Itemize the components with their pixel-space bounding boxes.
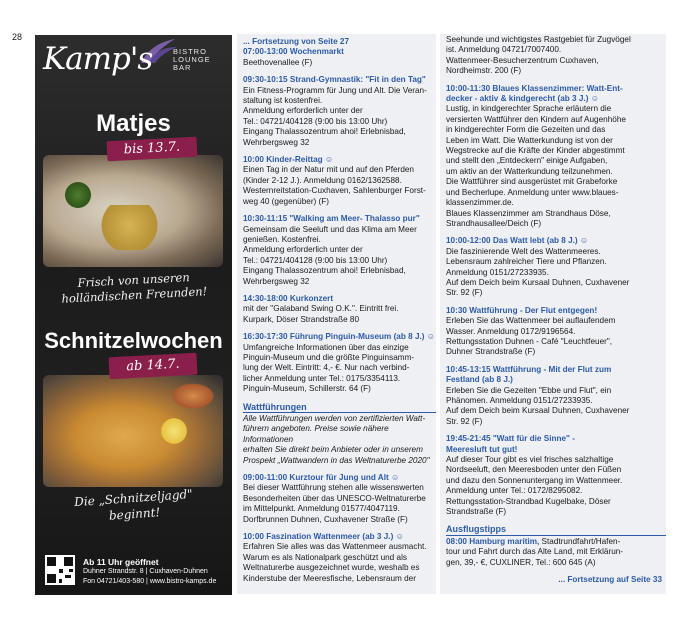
schnitzel-dish-photo [43, 375, 223, 487]
event-entry: 14:30-18:00 Kurkonzert mit der "Galaband Swing O.K.". Eintritt frei. Kurpark, Döser Strandstraße 80 [243, 293, 399, 324]
section-title-wattfuehrungen: Wattführungen [243, 402, 436, 413]
continued-from: ... Fortsetzung von Seite 27 [243, 37, 350, 46]
section-intro: Alle Wattführungen werden von zertifizierten Watt- führern angeboten. Preise sowie nähere Informationen erhalten Sie direkt beim Anbieter oder in unserem Prospekt „Wattwandern in das Weltnaturerbe 2020" [243, 414, 430, 465]
event-entry: 10:00-11:30 Blaues Klassenzimmer: Watt-Ent- decker - aktiv & kindgerecht (ab 3 J.) ☺ Lustig, in kindgerechter Sprache erläutern die versierten Wattführer den Kindern auf Augenhöhe in kindgerechter Form die Gezeiten und das Leben im Watt. Die Watterkundung ist von der Wegstrecke auf die Kräfte der Kinder abgestimmt und stellt den „Entdeckern" einige Aufgaben, um aktiv an der Watterkundung teilzunehmen. Die Wattführer sind ausgerüstet mit Grabeforke und Becherlupe. Anmeldung unter www.blaues- klassenzimmer.de. Blaues Klassenzimmer am Strandhaus Döse, Strandhausallee/Deich (F) [446, 83, 626, 228]
continued-on: ... Fortsetzung auf Seite 33 [558, 575, 662, 585]
section-title-ausflugstipps: Ausflugstipps [446, 524, 666, 535]
restaurant-advertisement [35, 35, 232, 595]
events-column-right [440, 34, 666, 594]
event-entry: 10:45-13:15 Wattführung - Mit der Flut zum Festland (ab 8 J.) Erleben Sie die Gezeiten "Ebbe und Flut", ein Phänomen. Anmeldung 0151/27233935. Auf dem Deich beim Kursaal Duhnen, Cuxhavener Str. 92 (F) [446, 364, 630, 426]
matjes-dish-photo [43, 155, 223, 267]
event-entry: 07:00-13:00 Wochenmarkt Beethovenallee (F) [243, 47, 344, 67]
event-continuation: Seehunde und wichtigstes Rastgebiet für Zugvögel ist. Anmeldung 04721/7007400. Wattenmeer-Besucherzentrum Cuxhaven, Nordheimstr. 200 (F) [446, 35, 631, 76]
qr-code-icon [45, 555, 75, 585]
trip-tip: 08:00 Hamburg maritim, Stadtrundfahrt/Hafen- tour und Fahrt durch das Alte Land, mit Erklärun- gen, 39,- €, CUXLINER, Tel.: 600 645 (A) [446, 536, 624, 567]
restaurant-address: Duhner Strandstr. 8 | Cuxhaven-Duhnen [83, 568, 208, 575]
logo-subtitle: BISTRO LOUNGE BAR [173, 47, 211, 72]
event-entry: 09:30-10:15 Strand-Gymnastik: "Fit in den Tag" Ein Fitness-Programm für Jung und Alt. Die Veran- staltung ist kostenfrei. Anmeldung erforderlich unter der Tel.: 04721/404128 (9:00 bis 13:00 Uhr) Eingang Thalassozentrum ahoi! Erlebnisbad, Wehrbergsweg 32 [243, 75, 427, 147]
restaurant-logo: Kamp's [43, 41, 153, 77]
event-entry: 10:30 Wattführung - Der Flut entgegen! Erleben Sie das Wattenmeer bei auflaufendem Wasser. Anmeldung 0172/9196564. Rettungsstation Duhnen - Café "Leuchtfeuer", Duhner Strandstraße (F) [446, 305, 616, 357]
event-entry: 10:30-11:15 "Walking am Meer- Thalasso pur" Gemeinsam die Seeluft und das Klima am Meer genießen. Kostenfrei. Anmeldung erforderlich unter der Tel.: 04721/404128 (9:00 bis 13:00 Uhr) Eingang Thalassozentrum ahoi! Erlebnisbad, Wehrbergsweg 32 [243, 214, 420, 286]
opening-hours: Ab 11 Uhr geöffnet [83, 557, 159, 567]
matjes-title: Matjes [96, 110, 171, 137]
event-entry: 10:00-12:00 Das Watt lebt (ab 8 J.) ☺ Die faszinierende Welt des Wattenmeeres. Lebensraum zahlreicher Tiere und Pflanzen. Anmeldung 0151/27233935. Auf dem Deich beim Kursaal Duhnen, Cuxhavener Str. 92 (F) [446, 236, 630, 298]
matjes-until-badge: bis 13.7. [107, 137, 198, 162]
event-entry: 09:00-11:00 Kurztour für Jung und Alt ☺ Bei dieser Wattführung stehen alle wissenswerten Besonderheiten über das UNESCO-Weltnaturerbe im Mittelpunkt. Anmeldung 01577/4047119. Dorfbrunnen Duhnen, Cuxhavener Straße (F) [243, 473, 426, 524]
schnitzel-title: Schnitzelwochen [44, 328, 223, 353]
event-entry: 10:00 Faszination Wattenmeer (ab 3 J.) ☺ Erfahren Sie alles was das Wattenmeer ausmacht. Warum es als Nationalpark geschützt und als Weltnaturerbe ausgezeichnet wurde, weshalb es Kinderstube der Meeresfische, Lebensraum der [243, 532, 427, 583]
slogan-fresh: Frisch von unseren holländischen Freunden! [61, 270, 208, 306]
event-entry: 10:00 Kinder-Reittag ☺ Einen Tag in der Natur mit und auf den Pferden (Kinder 2-12 J.). Anmeldung 0162/1362588. Westernreitstation-Cuxhaven, Sahlenburger Forst- weg 40 (gegenüber) (F) [243, 155, 426, 206]
restaurant-contact: Fon 04721/403-580 | www.bistro-kamps.de [83, 578, 217, 585]
schnitzel-from-badge: ab 14.7. [108, 353, 197, 380]
event-entry: 19:45-21:45 "Watt für die Sinne" - Meeresluft tut gut! Auf dieser Tour gibt es viel frisches salzhaltige Nordseeluft, den Meeresboden unter den Füßen und dazu den Sonnenuntergang im Wattenmeer. Anmeldung unter Tel.: 0172/8295082. Rettungsstation-Strandbad Kugelbake, Döser Strandstraße (F) [446, 434, 623, 517]
page-number: 28 [12, 32, 23, 42]
events-column-middle [237, 34, 436, 594]
slogan-schnitzeljagd: Die „Schnitzeljagd" beginnt! [73, 486, 194, 523]
event-entry: 16:30-17:30 Führung Pinguin-Museum (ab 8 J.) ☺ Umfangreiche Informationen über das einzige Pinguin-Museum und die größte Pinguinsamm- lung der Welt. Eintritt: 4,- €. Nur nach verbind- licher Anmeldung unter Tel.: 0175/3354113. Pinguin-Museum, Schillerstr. 64 (F) [243, 332, 436, 394]
